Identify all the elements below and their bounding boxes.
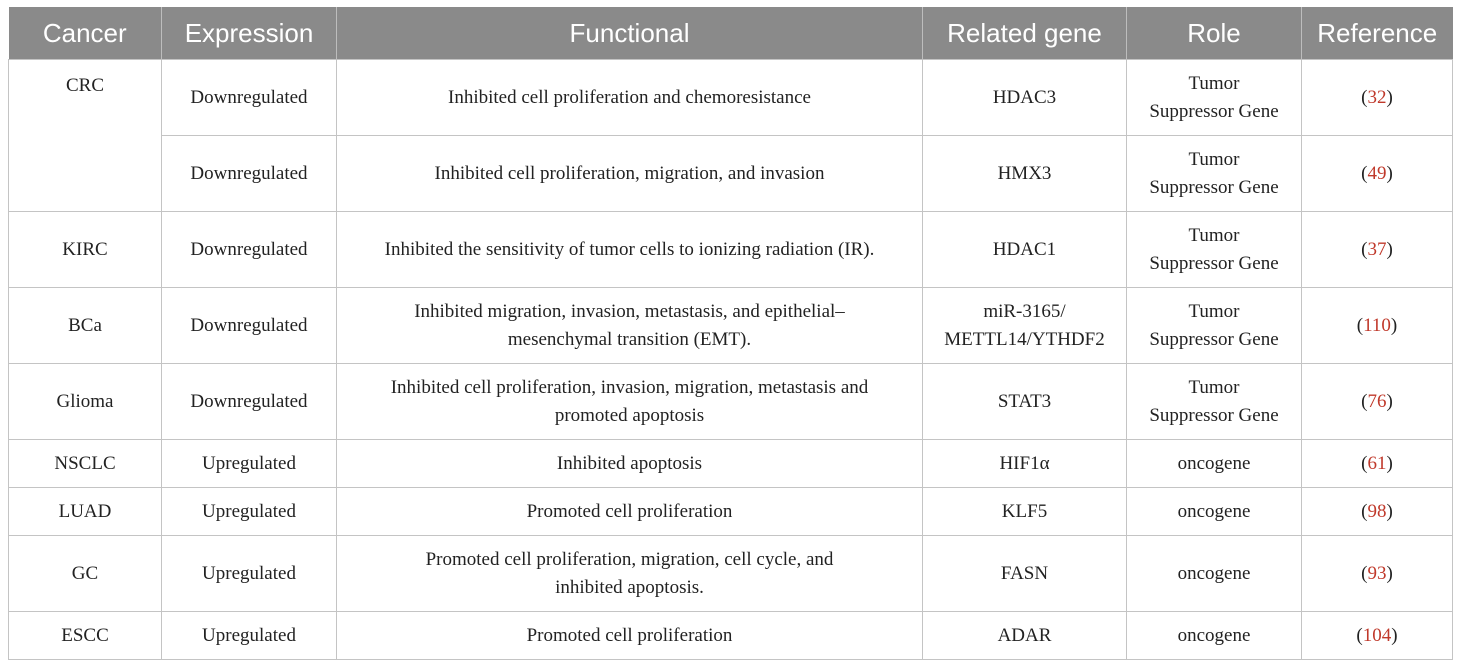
reference-cell[interactable]: (93) — [1302, 536, 1453, 612]
role-line: Suppressor Gene — [1149, 328, 1279, 350]
reference-link[interactable]: 76 — [1367, 390, 1387, 412]
expression-cell: Upregulated — [162, 536, 337, 612]
functional-line: promoted apoptosis — [554, 404, 705, 426]
gene-cell: HMX3 — [923, 136, 1127, 212]
reference-link[interactable]: 61 — [1367, 452, 1387, 474]
table-row — [9, 612, 1453, 660]
functional-cell — [337, 536, 923, 612]
functional-line: Inhibited migration, invasion, metastasis, and epithelial– — [414, 300, 845, 322]
cancer-cell: ESCC — [9, 612, 162, 660]
table-row — [9, 136, 1453, 212]
role-line: Suppressor Gene — [1149, 176, 1279, 198]
role-line: Suppressor Gene — [1149, 252, 1279, 274]
gene-cell: ADAR — [923, 612, 1127, 660]
role-line: Suppressor Gene — [1149, 100, 1279, 122]
table-row — [9, 536, 1453, 612]
functional-line: mesenchymal transition (EMT). — [507, 328, 752, 350]
role-cell — [1127, 364, 1302, 440]
gene-cell: FASN — [923, 536, 1127, 612]
table-row — [9, 60, 1453, 136]
reference-link[interactable]: 37 — [1367, 238, 1387, 260]
gene-cell: STAT3 — [923, 364, 1127, 440]
reference-link[interactable]: 49 — [1367, 162, 1387, 184]
expression-cell: Downregulated — [162, 364, 337, 440]
gene-line: miR-3165/ — [983, 300, 1066, 322]
cancer-cell: NSCLC — [9, 440, 162, 488]
header-related-gene: Related gene — [923, 7, 1127, 60]
cancer-table — [8, 7, 1453, 660]
expression-cell: Downregulated — [162, 288, 337, 364]
cancer-cell: Glioma — [9, 364, 162, 440]
role-cell — [1127, 288, 1302, 364]
role-cell — [1127, 212, 1302, 288]
functional-cell: Promoted cell proliferation — [337, 612, 923, 660]
role-line: Suppressor Gene — [1149, 404, 1279, 426]
expression-cell: Downregulated — [162, 136, 337, 212]
reference-cell[interactable]: (37) — [1302, 212, 1453, 288]
functional-cell: Inhibited cell proliferation and chemoresistance — [337, 60, 923, 136]
expression-cell: Downregulated — [162, 60, 337, 136]
gene-line: METTL14/YTHDF2 — [944, 328, 1105, 350]
role-cell: oncogene — [1127, 440, 1302, 488]
role-line: Tumor — [1188, 72, 1240, 94]
reference-cell[interactable]: (98) — [1302, 488, 1453, 536]
role-cell: oncogene — [1127, 612, 1302, 660]
table-row — [9, 212, 1453, 288]
gene-cell: HDAC1 — [923, 212, 1127, 288]
header-row — [9, 7, 1453, 60]
role-cell — [1127, 60, 1302, 136]
header-expression: Expression — [162, 7, 337, 60]
cancer-cell: CRC — [9, 60, 162, 212]
reference-cell[interactable]: (61) — [1302, 440, 1453, 488]
header-functional: Functional — [337, 7, 923, 60]
header-role: Role — [1127, 7, 1302, 60]
reference-link[interactable]: 104 — [1362, 624, 1392, 646]
reference-link[interactable]: 110 — [1363, 314, 1391, 336]
table-row — [9, 440, 1453, 488]
reference-cell[interactable]: (104) — [1302, 612, 1453, 660]
expression-cell: Upregulated — [162, 488, 337, 536]
reference-cell[interactable]: (76) — [1302, 364, 1453, 440]
cancer-cell: GC — [9, 536, 162, 612]
gene-cell — [923, 288, 1127, 364]
functional-cell: Promoted cell proliferation — [337, 488, 923, 536]
reference-link[interactable]: 93 — [1367, 562, 1387, 584]
functional-line: inhibited apoptosis. — [555, 576, 704, 598]
cancer-cell: KIRC — [9, 212, 162, 288]
expression-cell: Downregulated — [162, 212, 337, 288]
gene-cell: HDAC3 — [923, 60, 1127, 136]
expression-cell: Upregulated — [162, 440, 337, 488]
reference-cell[interactable]: (32) — [1302, 60, 1453, 136]
reference-cell[interactable]: (49) — [1302, 136, 1453, 212]
reference-link[interactable]: 98 — [1367, 500, 1387, 522]
functional-cell — [337, 364, 923, 440]
gene-cell: KLF5 — [923, 488, 1127, 536]
role-line: Tumor — [1188, 224, 1240, 246]
expression-cell: Upregulated — [162, 612, 337, 660]
reference-link[interactable]: 32 — [1367, 86, 1387, 108]
functional-cell: Inhibited the sensitivity of tumor cells to ionizing radiation (IR). — [337, 212, 923, 288]
role-cell — [1127, 136, 1302, 212]
functional-cell — [337, 288, 923, 364]
data-table-container — [8, 7, 1452, 660]
role-line: Tumor — [1188, 300, 1240, 322]
role-line: Tumor — [1188, 376, 1240, 398]
table-row — [9, 488, 1453, 536]
header-reference: Reference — [1302, 7, 1453, 60]
reference-cell[interactable]: (110) — [1302, 288, 1453, 364]
gene-cell: HIF1α — [923, 440, 1127, 488]
header-cancer: Cancer — [9, 7, 162, 60]
functional-cell: Inhibited apoptosis — [337, 440, 923, 488]
functional-cell: Inhibited cell proliferation, migration, and invasion — [337, 136, 923, 212]
functional-line: Promoted cell proliferation, migration, cell cycle, and — [425, 548, 834, 570]
role-line: Tumor — [1188, 148, 1240, 170]
functional-line: Inhibited cell proliferation, invasion, migration, metastasis and — [390, 376, 869, 398]
table-row — [9, 288, 1453, 364]
role-cell: oncogene — [1127, 488, 1302, 536]
role-cell: oncogene — [1127, 536, 1302, 612]
cancer-cell: BCa — [9, 288, 162, 364]
cancer-cell: LUAD — [9, 488, 162, 536]
table-row — [9, 364, 1453, 440]
